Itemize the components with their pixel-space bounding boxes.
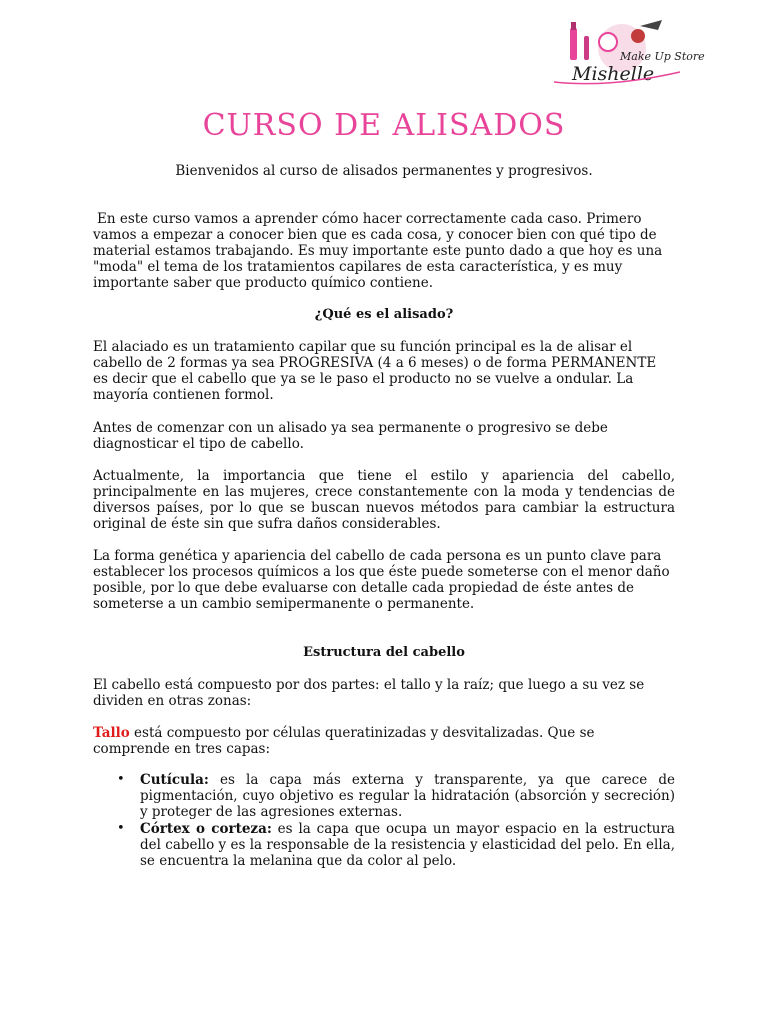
svg-text:Make Up Store: Make Up Store [620,50,705,63]
section-heading-estructura: Estructura del cabello [303,645,465,660]
bullet-icon: • [117,772,125,787]
bullet-icon: • [117,821,125,836]
list-item-cuticula [93,772,675,820]
paragraph-tallo [93,725,675,757]
paragraph-actualmente: Actualmente, la importancia que tiene el estilo y apariencia del cabello, principalmente en las mujeres, crece constantemente con la moda y tendencias de diversos países, por lo que se buscan nuevos métodos para cambiar la estructura original de éste sin que sufra daños considerables. [93,468,675,532]
bullet-text: es la capa que ocupa un mayor espacio en la estructura del cabello y es la responsable de la resistencia y elasticidad del pelo. En ella, se encuentra la melanina que da color al pelo. [140,821,675,869]
intro-paragraph: En este curso vamos a aprender cómo hacer correctamente cada caso. Primero vamos a empezar a conocer bien que es cada cosa, y conocer bien con qué tipo de material estamos trabajando. Es muy importante este punto dado a que hoy es una "moda" el tema de los tratamientos capilares de esta característica, y es muy importante saber que producto químico contiene. [93,211,663,291]
paragraph-estructura-intro: El cabello está compuesto por dos partes: el tallo y la raíz; que luego a su vez se dividen en otras zonas: [93,677,645,709]
bullet-text: es la capa más externa y transparente, ya que carece de pigmentación, cuyo objetivo es regular la hidratación (absorción y secreción) y proteger de las agresiones externas. [140,772,675,820]
bullet-term: Córtex o corteza: [140,821,272,837]
tallo-text: está compuesto por células queratinizadas y desvitalizadas. Que se comprende en tres capas: [93,725,595,757]
layers-list [93,772,675,869]
paragraph-forma-genetica: La forma genética y apariencia del cabello de cada persona es un punto clave para establecer los procesos químicos a los que éste puede someterse con el menor daño posible, por lo que debe evaluarse con detalle cada propiedad de éste antes de someterse a un cambio semipermanente o permanente. [93,548,670,612]
list-item-cortex [93,821,675,869]
bullet-term: Cutícula: [140,772,209,788]
svg-text:Mishelle: Mishelle [572,63,655,85]
welcome-text: Bienvenidos al curso de alisados permanentes y progresivos. [175,163,593,179]
course-title: CURSO DE ALISADOS [202,108,566,143]
paragraph-diagnostico: Antes de comenzar con un alisado ya sea permanente o progresivo se debe diagnosticar el tipo de cabello. [93,420,608,452]
tallo-term: Tallo [93,725,130,741]
paragraph-alaciado: El alaciado es un tratamiento capilar que su función principal es la de alisar el cabello de 2 formas ya sea PROGRESIVA (4 a 6 meses) o de forma PERMANENTE es decir que el cabello que ya se le paso el producto no se vuelve a ondular. La mayoría contienen formol. [93,339,657,403]
makeup-store-logo [540,18,705,96]
section-heading-alisado: ¿Qué es el alisado? [314,307,454,322]
